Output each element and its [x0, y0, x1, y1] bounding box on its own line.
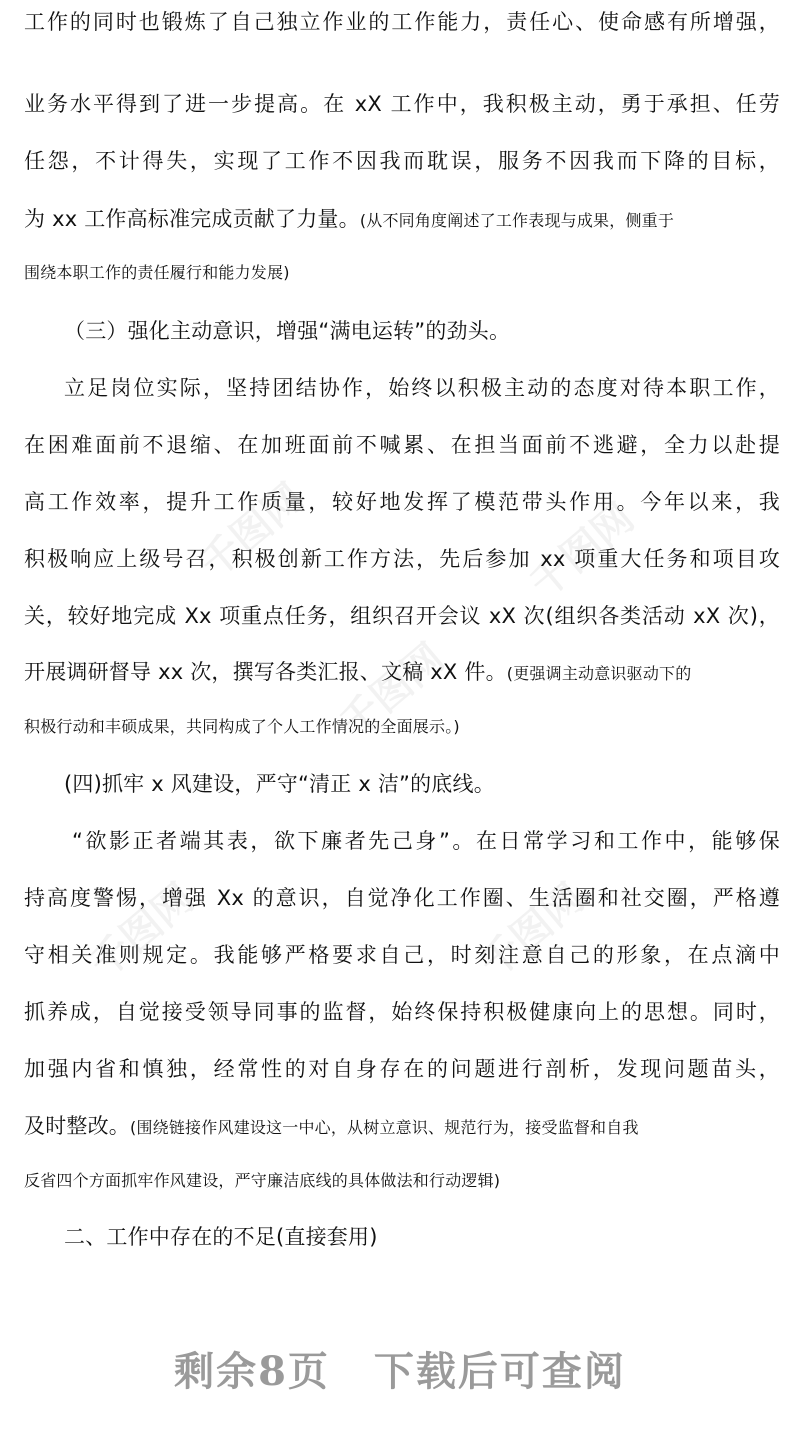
- download-banner[interactable]: [0, 1340, 800, 1400]
- paragraph-line: [24, 1111, 780, 1143]
- paragraph-text: 为 xx 工作高标准完成贡献了力量。: [24, 207, 360, 231]
- paragraph-line: 在困难面前不退缩、在加班面前不喊累、在担当面前不逃避，全力以赴提: [24, 433, 780, 457]
- paragraph-line: [24, 657, 780, 689]
- annotation-note: 围绕本职工作的责任履行和能力发展): [24, 263, 290, 282]
- annotation-note: (更强调主动意识驱动下的: [506, 664, 692, 683]
- paragraph-line: “欲影正者端其表，欲下廉者先己身”。在日常学习和工作中，能够保: [72, 829, 780, 853]
- paragraph-line: 业务水平得到了进一步提高。在 xX 工作中，我积极主动，勇于承担、任劳: [24, 92, 780, 116]
- watermark: 千图网: [521, 494, 643, 608]
- paragraph-line: 加强内省和慎独，经常性的对自身存在的问题进行剖析，发现问题苗头，: [24, 1057, 780, 1081]
- section-heading: 二、工作中存在的不足(直接套用): [64, 1225, 378, 1249]
- remaining-pages-label: 剩余8页: [174, 1348, 330, 1395]
- paragraph-line: 持高度警惕，增强 Xx 的意识，自觉净化工作圈、生活圈和社交圈，严格遵: [24, 886, 780, 910]
- paragraph-line: 工作的同时也锻炼了自己独立作业的工作能力，责任心、使命感有所增强，: [24, 10, 780, 34]
- paragraph-line: 关，较好地完成 Xx 项重点任务，组织召开会议 xX 次(组织各类活动 xX 次)，: [24, 604, 780, 628]
- section-heading: （三）强化主动意识，增强“满电运转”的劲头。: [64, 319, 511, 343]
- download-prompt-label: 下载后可查阅: [373, 1348, 626, 1395]
- paragraph-line: 积极响应上级号召，积极创新工作方法，先后参加 xx 项重大任务和项目攻: [24, 547, 780, 571]
- watermark: 千图网: [331, 634, 453, 748]
- annotation-note: 反省四个方面抓牢作风建设，严守廉洁底线的具体做法和行动逻辑): [24, 1171, 501, 1190]
- paragraph-text: 及时整改。: [24, 1114, 130, 1138]
- paragraph-line: [24, 204, 780, 236]
- annotation-note: (从不同角度阐述了工作表现与成果，侧重于: [359, 211, 675, 230]
- annotation-note: (围绕链接作风建设这一中心，从树立意识、规范行为，接受监督和自我: [130, 1118, 639, 1137]
- section-heading: (四)抓牢 x 风建设，严守“清正 x 洁”的底线。: [64, 772, 495, 796]
- watermark: 千图网: [81, 874, 203, 988]
- watermark: 千图网: [191, 474, 313, 588]
- paragraph-line: 任怨，不计得失，实现了工作不因我而耽误，服务不因我而下降的目标，: [24, 149, 780, 173]
- paragraph-line: 立足岗位实际，坚持团结协作，始终以积极主动的态度对待本职工作，: [64, 376, 780, 400]
- paragraph-line: 高工作效率，提升工作质量，较好地发挥了模范带头作用。今年以来，我: [24, 490, 780, 514]
- paragraph-line: 守相关准则规定。我能够严格要求自己，时刻注意自己的形象，在点滴中: [24, 943, 780, 967]
- annotation-note: 积极行动和丰硕成果，共同构成了个人工作情况的全面展示。): [24, 717, 460, 736]
- paragraph-line: 抓养成，自觉接受领导同事的监督，始终保持积极健康向上的思想。同时，: [24, 1000, 780, 1024]
- paragraph-text: 开展调研督导 xx 次，撰写各类汇报、文稿 xX 件。: [24, 660, 507, 684]
- watermark: 千图网: [471, 874, 593, 988]
